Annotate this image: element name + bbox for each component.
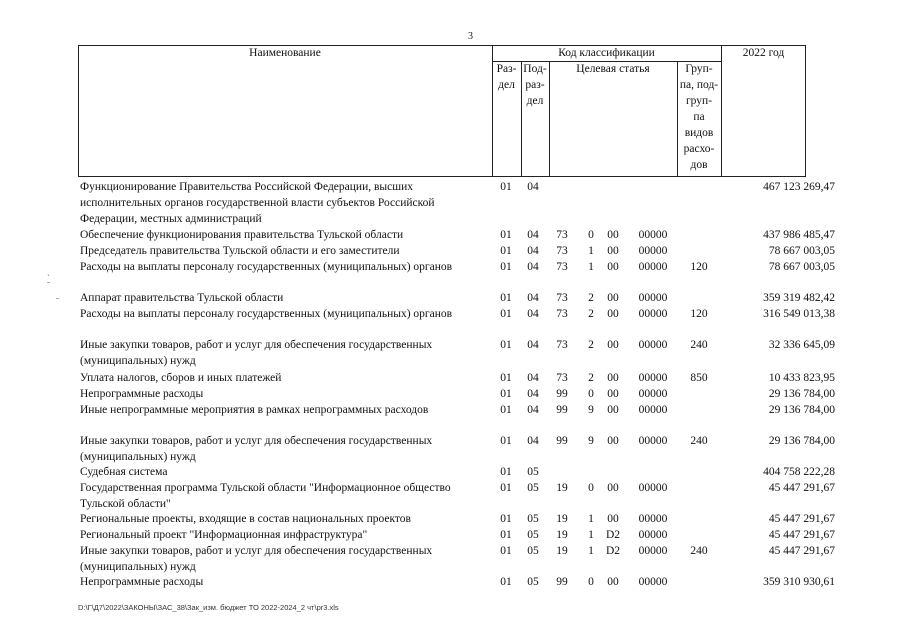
target-code-b: 1 [588, 261, 594, 273]
row-name: Иные закупки товаров, работ и услуг для обеспечения государственных (муниципальных) нужд [80, 435, 433, 463]
row-amount: 45 447 291,67 [768, 513, 835, 525]
razdel-code: 01 [500, 388, 512, 400]
target-code-c: 00 [607, 482, 619, 494]
target-code-b: 1 [588, 529, 594, 541]
target-code-c: 00 [607, 435, 619, 447]
margin-mark: ˗ [56, 292, 59, 302]
target-code-b: 2 [588, 339, 594, 351]
row-name: Расходы на выплаты персоналу государственных (муниципальных) органов [80, 261, 453, 273]
target-code-a: 73 [556, 261, 568, 273]
target-code-a: 73 [556, 245, 568, 257]
target-code-d: 00000 [638, 372, 668, 384]
target-code-b: 1 [588, 245, 594, 257]
group-code: 120 [690, 308, 708, 320]
target-code-c: 00 [607, 229, 619, 241]
row-amount: 45 447 291,67 [768, 545, 835, 557]
row-amount: 359 310 930,61 [763, 576, 835, 588]
target-code-c: 00 [607, 245, 619, 257]
header-podrazdel: Под- раз- дел [523, 63, 547, 107]
row-amount: 10 433 823,95 [768, 372, 835, 384]
row-name: Государственная программа Тульской области "Информационное общество Тульской области" [80, 482, 451, 510]
target-code-c: 00 [607, 404, 619, 416]
row-amount: 32 336 645,09 [768, 339, 835, 351]
row-amount: 45 447 291,67 [768, 482, 835, 494]
margin-mark: ˏ [47, 266, 50, 276]
table-header [78, 45, 806, 177]
target-code-a: 73 [556, 229, 568, 241]
razdel-code: 01 [500, 576, 512, 588]
podrazdel-code: 04 [527, 181, 539, 193]
group-code: 240 [690, 545, 708, 557]
target-code-b: 2 [588, 372, 594, 384]
podrazdel-code: 04 [527, 308, 539, 320]
row-amount: 45 447 291,67 [768, 529, 835, 541]
row-name: Обеспечение функционирования правительства Тульской области [80, 229, 404, 241]
podrazdel-code: 04 [527, 229, 539, 241]
row-name: Непрограммные расходы [80, 388, 204, 400]
target-code-a: 99 [556, 435, 568, 447]
row-name: Уплата налогов, сборов и иных платежей [80, 372, 282, 384]
row-name: Функционирование Правительства Российской Федерации, высших исполнительных органов государственной власти субъектов Российской Федерации, местных администраций [80, 181, 435, 225]
target-code-b: 0 [588, 576, 594, 588]
target-code-c: 00 [607, 308, 619, 320]
header-razdel: Раз- дел [496, 63, 517, 91]
target-code-a: 99 [556, 404, 568, 416]
target-code-a: 99 [556, 576, 568, 588]
podrazdel-code: 05 [527, 529, 539, 541]
razdel-code: 01 [500, 292, 512, 304]
razdel-code: 01 [500, 229, 512, 241]
razdel-code: 01 [500, 529, 512, 541]
file-path: D:\Г\Д7\2022\ЗАКОНЫ\ЗАС_38\Зак_изм. бюджет ТО 2022-2024_2 чт\pr3.xls [78, 603, 339, 612]
header-name: Наименование [249, 47, 321, 59]
row-name: Расходы на выплаты персоналу государственных (муниципальных) органов [80, 308, 453, 320]
podrazdel-code: 04 [527, 435, 539, 447]
page-number: 3 [468, 31, 473, 42]
margin-mark: ˗ [47, 276, 50, 286]
header-target: Целевая статья [576, 63, 650, 75]
target-code-d: 00000 [638, 339, 668, 351]
razdel-code: 01 [500, 435, 512, 447]
target-code-b: 0 [588, 388, 594, 400]
podrazdel-code: 05 [527, 513, 539, 525]
target-code-b: 1 [588, 545, 594, 557]
row-amount: 316 549 013,38 [763, 308, 835, 320]
row-name: Региональные проекты, входящие в состав национальных проектов [80, 513, 411, 525]
razdel-code: 01 [500, 261, 512, 273]
razdel-code: 01 [500, 372, 512, 384]
target-code-d: 00000 [638, 229, 668, 241]
podrazdel-code: 04 [527, 404, 539, 416]
podrazdel-code: 04 [527, 245, 539, 257]
razdel-code: 01 [500, 181, 512, 193]
razdel-code: 01 [500, 308, 512, 320]
target-code-d: 00000 [638, 245, 668, 257]
podrazdel-code: 05 [527, 576, 539, 588]
group-code: 240 [690, 339, 708, 351]
row-name: Иные закупки товаров, работ и услуг для обеспечения государственных (муниципальных) нужд [80, 339, 433, 367]
razdel-code: 01 [500, 482, 512, 494]
podrazdel-code: 04 [527, 339, 539, 351]
group-code: 120 [690, 261, 708, 273]
row-amount: 404 758 222,28 [763, 466, 835, 478]
row-name: Непрограммные расходы [80, 576, 204, 588]
podrazdel-code: 05 [527, 545, 539, 557]
podrazdel-code: 04 [527, 372, 539, 384]
target-code-d: 00000 [638, 529, 668, 541]
target-code-b: 9 [588, 435, 594, 447]
razdel-code: 01 [500, 245, 512, 257]
target-code-d: 00000 [638, 292, 668, 304]
razdel-code: 01 [500, 513, 512, 525]
target-code-c: 00 [607, 372, 619, 384]
target-code-b: 1 [588, 513, 594, 525]
target-code-a: 73 [556, 339, 568, 351]
target-code-b: 0 [588, 229, 594, 241]
target-code-c: 00 [607, 513, 619, 525]
header-classification: Код классификации [558, 47, 655, 59]
group-code: 850 [690, 372, 708, 384]
target-code-c: 00 [607, 261, 619, 273]
target-code-a: 73 [556, 372, 568, 384]
podrazdel-code: 04 [527, 261, 539, 273]
target-code-b: 0 [588, 482, 594, 494]
target-code-b: 2 [588, 292, 594, 304]
target-code-d: 00000 [638, 482, 668, 494]
target-code-a: 19 [556, 545, 568, 557]
target-code-c: 00 [607, 292, 619, 304]
target-code-b: 9 [588, 404, 594, 416]
target-code-b: 2 [588, 308, 594, 320]
target-code-d: 00000 [638, 308, 668, 320]
target-code-c: D2 [605, 529, 621, 541]
podrazdel-code: 04 [527, 292, 539, 304]
target-code-a: 73 [556, 308, 568, 320]
target-code-c: 00 [607, 388, 619, 400]
header-year: 2022 год [742, 47, 785, 59]
razdel-code: 01 [500, 545, 512, 557]
target-code-d: 00000 [638, 404, 668, 416]
row-amount: 359 319 482,42 [763, 292, 835, 304]
row-amount: 78 667 003,05 [768, 261, 835, 273]
target-code-c: 00 [607, 339, 619, 351]
target-code-d: 00000 [638, 435, 668, 447]
header-group: Груп- па, под- груп- па видов расхо- дов [679, 63, 719, 171]
target-code-d: 00000 [638, 261, 668, 273]
podrazdel-code: 04 [527, 388, 539, 400]
target-code-a: 99 [556, 388, 568, 400]
row-name: Аппарат правительства Тульской области [80, 292, 284, 304]
target-code-d: 00000 [638, 576, 668, 588]
target-code-d: 00000 [638, 388, 668, 400]
row-name: Судебная система [80, 466, 168, 478]
row-amount: 78 667 003,05 [768, 245, 835, 257]
row-name: Иные закупки товаров, работ и услуг для обеспечения государственных (муниципальных) нужд [80, 545, 433, 573]
target-code-c: D2 [605, 545, 621, 557]
target-code-a: 73 [556, 292, 568, 304]
row-name: Иные непрограммные мероприятия в рамках непрограммных расходов [80, 404, 429, 416]
target-code-c: 00 [607, 576, 619, 588]
row-amount: 467 123 269,47 [763, 181, 835, 193]
target-code-d: 00000 [638, 545, 668, 557]
podrazdel-code: 05 [527, 482, 539, 494]
group-code: 240 [690, 435, 708, 447]
target-code-a: 19 [556, 482, 568, 494]
row-amount: 437 986 485,47 [763, 229, 835, 241]
razdel-code: 01 [500, 466, 512, 478]
target-code-a: 19 [556, 529, 568, 541]
razdel-code: 01 [500, 339, 512, 351]
row-name: Председатель правительства Тульской области и его заместители [80, 245, 400, 257]
row-amount: 29 136 784,00 [768, 435, 835, 447]
target-code-d: 00000 [638, 513, 668, 525]
target-code-a: 19 [556, 513, 568, 525]
row-amount: 29 136 784,00 [768, 388, 835, 400]
row-name: Региональный проект "Информационная инфраструктура" [80, 529, 368, 541]
razdel-code: 01 [500, 404, 512, 416]
row-amount: 29 136 784,00 [768, 404, 835, 416]
podrazdel-code: 05 [527, 466, 539, 478]
